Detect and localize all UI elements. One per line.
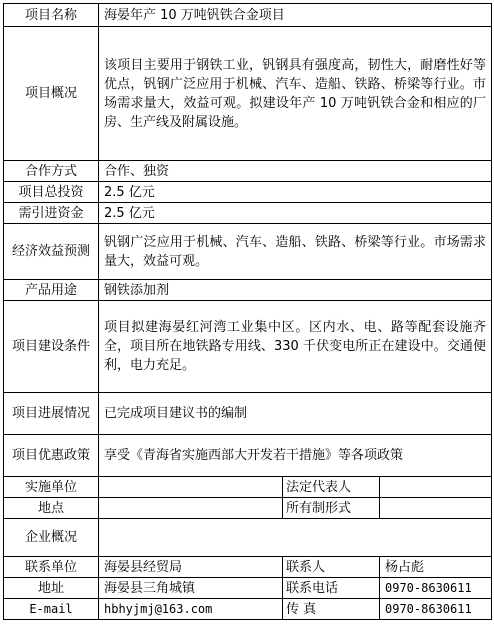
row-project-name [4, 4, 492, 27]
row-economic-benefit [4, 224, 492, 280]
ownership-value [380, 498, 492, 519]
product-use-label: 产品用途 [4, 280, 99, 301]
row-progress [4, 393, 492, 435]
contact-unit-label: 联系单位 [4, 557, 99, 578]
progress-label: 项目进展情况 [4, 393, 99, 435]
contact-person-value: 杨占彪 [380, 557, 492, 578]
overview-value: 该项目主要用于钢铁工业，钒钢具有强度高，韧性大，耐磨性好等优点，钒钢广泛应用于机械、汽车、造船、铁路、桥梁等行业。市场需求量大，效益可观。拟建设年产 10 万吨钒铁合金和相应的厂房、生产线及附属设施。 [99, 27, 492, 161]
ownership-label: 所有制形式 [283, 498, 380, 519]
implementer-label: 实施单位 [4, 477, 99, 498]
contact-person-label: 联系人 [283, 557, 380, 578]
row-preferential [4, 435, 492, 477]
address-label: 地址 [4, 578, 99, 599]
foreign-investment-value: 2.5 亿元 [99, 203, 492, 224]
legal-rep-value [380, 477, 492, 498]
total-investment-value: 2.5 亿元 [99, 182, 492, 203]
address-value: 海晏县三角城镇 [99, 578, 283, 599]
total-investment-label: 项目总投资 [4, 182, 99, 203]
row-address [4, 578, 492, 599]
row-location [4, 498, 492, 519]
fax-value: 0970-8630611 [380, 599, 492, 620]
economic-benefit-value: 钒钢广泛应用于机械、汽车、造船、铁路、桥梁等行业。市场需求量大，效益可观。 [99, 224, 492, 280]
project-name-label: 项目名称 [4, 4, 99, 27]
enterprise-label: 企业概况 [4, 519, 99, 557]
project-info-table [3, 3, 492, 620]
preferential-label: 项目优惠政策 [4, 435, 99, 477]
preferential-value: 享受《青海省实施西部大开发若干措施》等各项政策 [99, 435, 492, 477]
phone-label: 联系电话 [283, 578, 380, 599]
implementer-value [99, 477, 283, 498]
row-contact-unit [4, 557, 492, 578]
foreign-investment-label: 需引进资金 [4, 203, 99, 224]
project-name-value: 海晏年产 10 万吨钒铁合金项目 [99, 4, 492, 27]
economic-benefit-label: 经济效益预测 [4, 224, 99, 280]
overview-label: 项目概况 [4, 27, 99, 161]
phone-value: 0970-8630611 [380, 578, 492, 599]
row-total-investment [4, 182, 492, 203]
location-value [99, 498, 283, 519]
row-conditions [4, 301, 492, 393]
enterprise-value [99, 519, 492, 557]
row-email [4, 599, 492, 620]
email-label: E-mail [4, 599, 99, 620]
contact-unit-value: 海晏县经贸局 [99, 557, 283, 578]
cooperation-value: 合作、独资 [99, 161, 492, 182]
row-foreign-investment [4, 203, 492, 224]
fax-label: 传 真 [283, 599, 380, 620]
row-implementer [4, 477, 492, 498]
progress-value: 已完成项目建议书的编制 [99, 393, 492, 435]
legal-rep-label: 法定代表人 [283, 477, 380, 498]
email-value[interactable]: hbhyjmj@163.com [99, 599, 283, 620]
row-cooperation [4, 161, 492, 182]
location-label: 地点 [4, 498, 99, 519]
conditions-value: 项目拟建海晏红河湾工业集中区。区内水、电、路等配套设施齐全，项目所在地铁路专用线、330 千伏变电所正在建设中。交通便利，电力充足。 [99, 301, 492, 393]
row-enterprise [4, 519, 492, 557]
cooperation-label: 合作方式 [4, 161, 99, 182]
row-product-use [4, 280, 492, 301]
row-overview [4, 27, 492, 161]
conditions-label: 项目建设条件 [4, 301, 99, 393]
product-use-value: 钢铁添加剂 [99, 280, 492, 301]
